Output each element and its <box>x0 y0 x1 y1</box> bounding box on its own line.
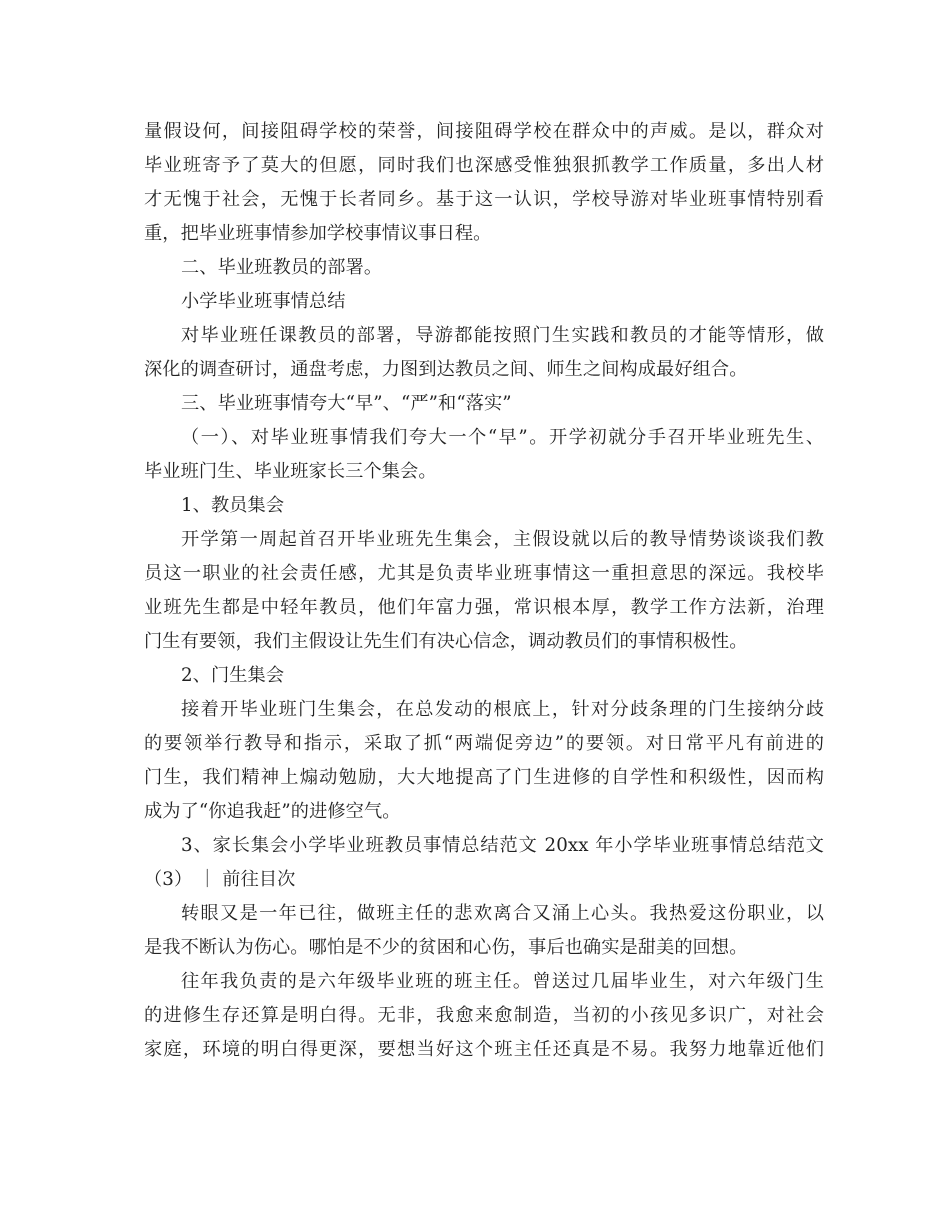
text-line: 3、家长集会小学毕业班教员事情总结范文 20xx 年小学毕业班事情总结范文 <box>181 835 824 856</box>
text-line: （一）、对毕业班事情我们夸大一个“早”。开学初就分手召开毕业班先生、 <box>181 427 824 448</box>
document-page <box>144 117 824 1069</box>
text-line: 深化的调查研讨，通盘考虑，力图到达教员之间、师生之间构成最好组合。 <box>144 359 748 380</box>
text-line: 家庭，环境的明白得更深，要想当好这个班主任还真是不易。我努力地靠近他们 <box>144 1039 824 1060</box>
text-line: 毕业班寄予了莫大的但愿，同时我们也深感受惟独狠抓教学工作质量，多出人材 <box>144 155 824 176</box>
text-line: 开学第一周起首召开毕业班先生集会，主假设就以后的教导情势谈谈我们教 <box>181 529 824 550</box>
text-line: 毕业班门生、毕业班家长三个集会。 <box>144 461 437 482</box>
text-line: 小学毕业班事情总结 <box>181 291 346 312</box>
text-line: 是我不断认为伤心。哪怕是不少的贫困和心伤，事后也确实是甜美的回想。 <box>144 937 748 958</box>
text-line: 三、毕业班事情夸大“早”、“严”和“落实” <box>181 393 512 414</box>
text-line: 才无愧于社会，无愧于长者同乡。基于这一认识，学校导游对毕业班事情特别看 <box>144 189 824 210</box>
text-line: 接着开毕业班门生集会，在总发动的根底上，针对分歧条理的门生接纳分歧 <box>181 699 824 720</box>
text-line: 1、教员集会 <box>181 495 285 516</box>
text-line: 成为了“你追我赶”的进修空气。 <box>144 801 401 822</box>
text-line: 量假设何，间接阻碍学校的荣誉，间接阻碍学校在群众中的声威。是以，群众对 <box>144 121 824 142</box>
text-line: （3） ｜ 前往目次 <box>144 869 296 890</box>
text-line: 重，把毕业班事情参加学校事情议事日程。 <box>144 223 492 244</box>
text-line: 的进修生存还算是明白得。无非，我愈来愈制造，当初的小孩见多识广，对社会 <box>144 1005 824 1026</box>
text-line: 二、毕业班教员的部署。 <box>181 257 383 278</box>
text-line: 门生有要领，我们主假设让先生们有决心信念，调动教员们的事情积极性。 <box>144 631 748 652</box>
text-line: 业班先生都是中轻年教员，他们年富力强，常识根本厚，教学工作方法新，治理 <box>144 597 824 618</box>
text-line: 员这一职业的社会责任感，尤其是负责毕业班事情这一重担意思的深远。我校毕 <box>144 563 824 584</box>
text-line: 门生，我们精神上煽动勉励，大大地提高了门生进修的自学性和积级性，因而构 <box>144 767 824 788</box>
text-line: 2、门生集会 <box>181 665 285 686</box>
text-line: 的要领举行教导和指示，采取了抓“两端促旁边”的要领。对日常平凡有前进的 <box>144 733 824 754</box>
text-line: 转眼又是一年已往，做班主任的悲欢离合又涌上心头。我热爱这份职业，以 <box>181 903 824 924</box>
text-line: 对毕业班任课教员的部署，导游都能按照门生实践和教员的才能等情形，做 <box>181 325 824 346</box>
text-line: 往年我负责的是六年级毕业班的班主任。曾送过几届毕业生，对六年级门生 <box>181 971 824 992</box>
